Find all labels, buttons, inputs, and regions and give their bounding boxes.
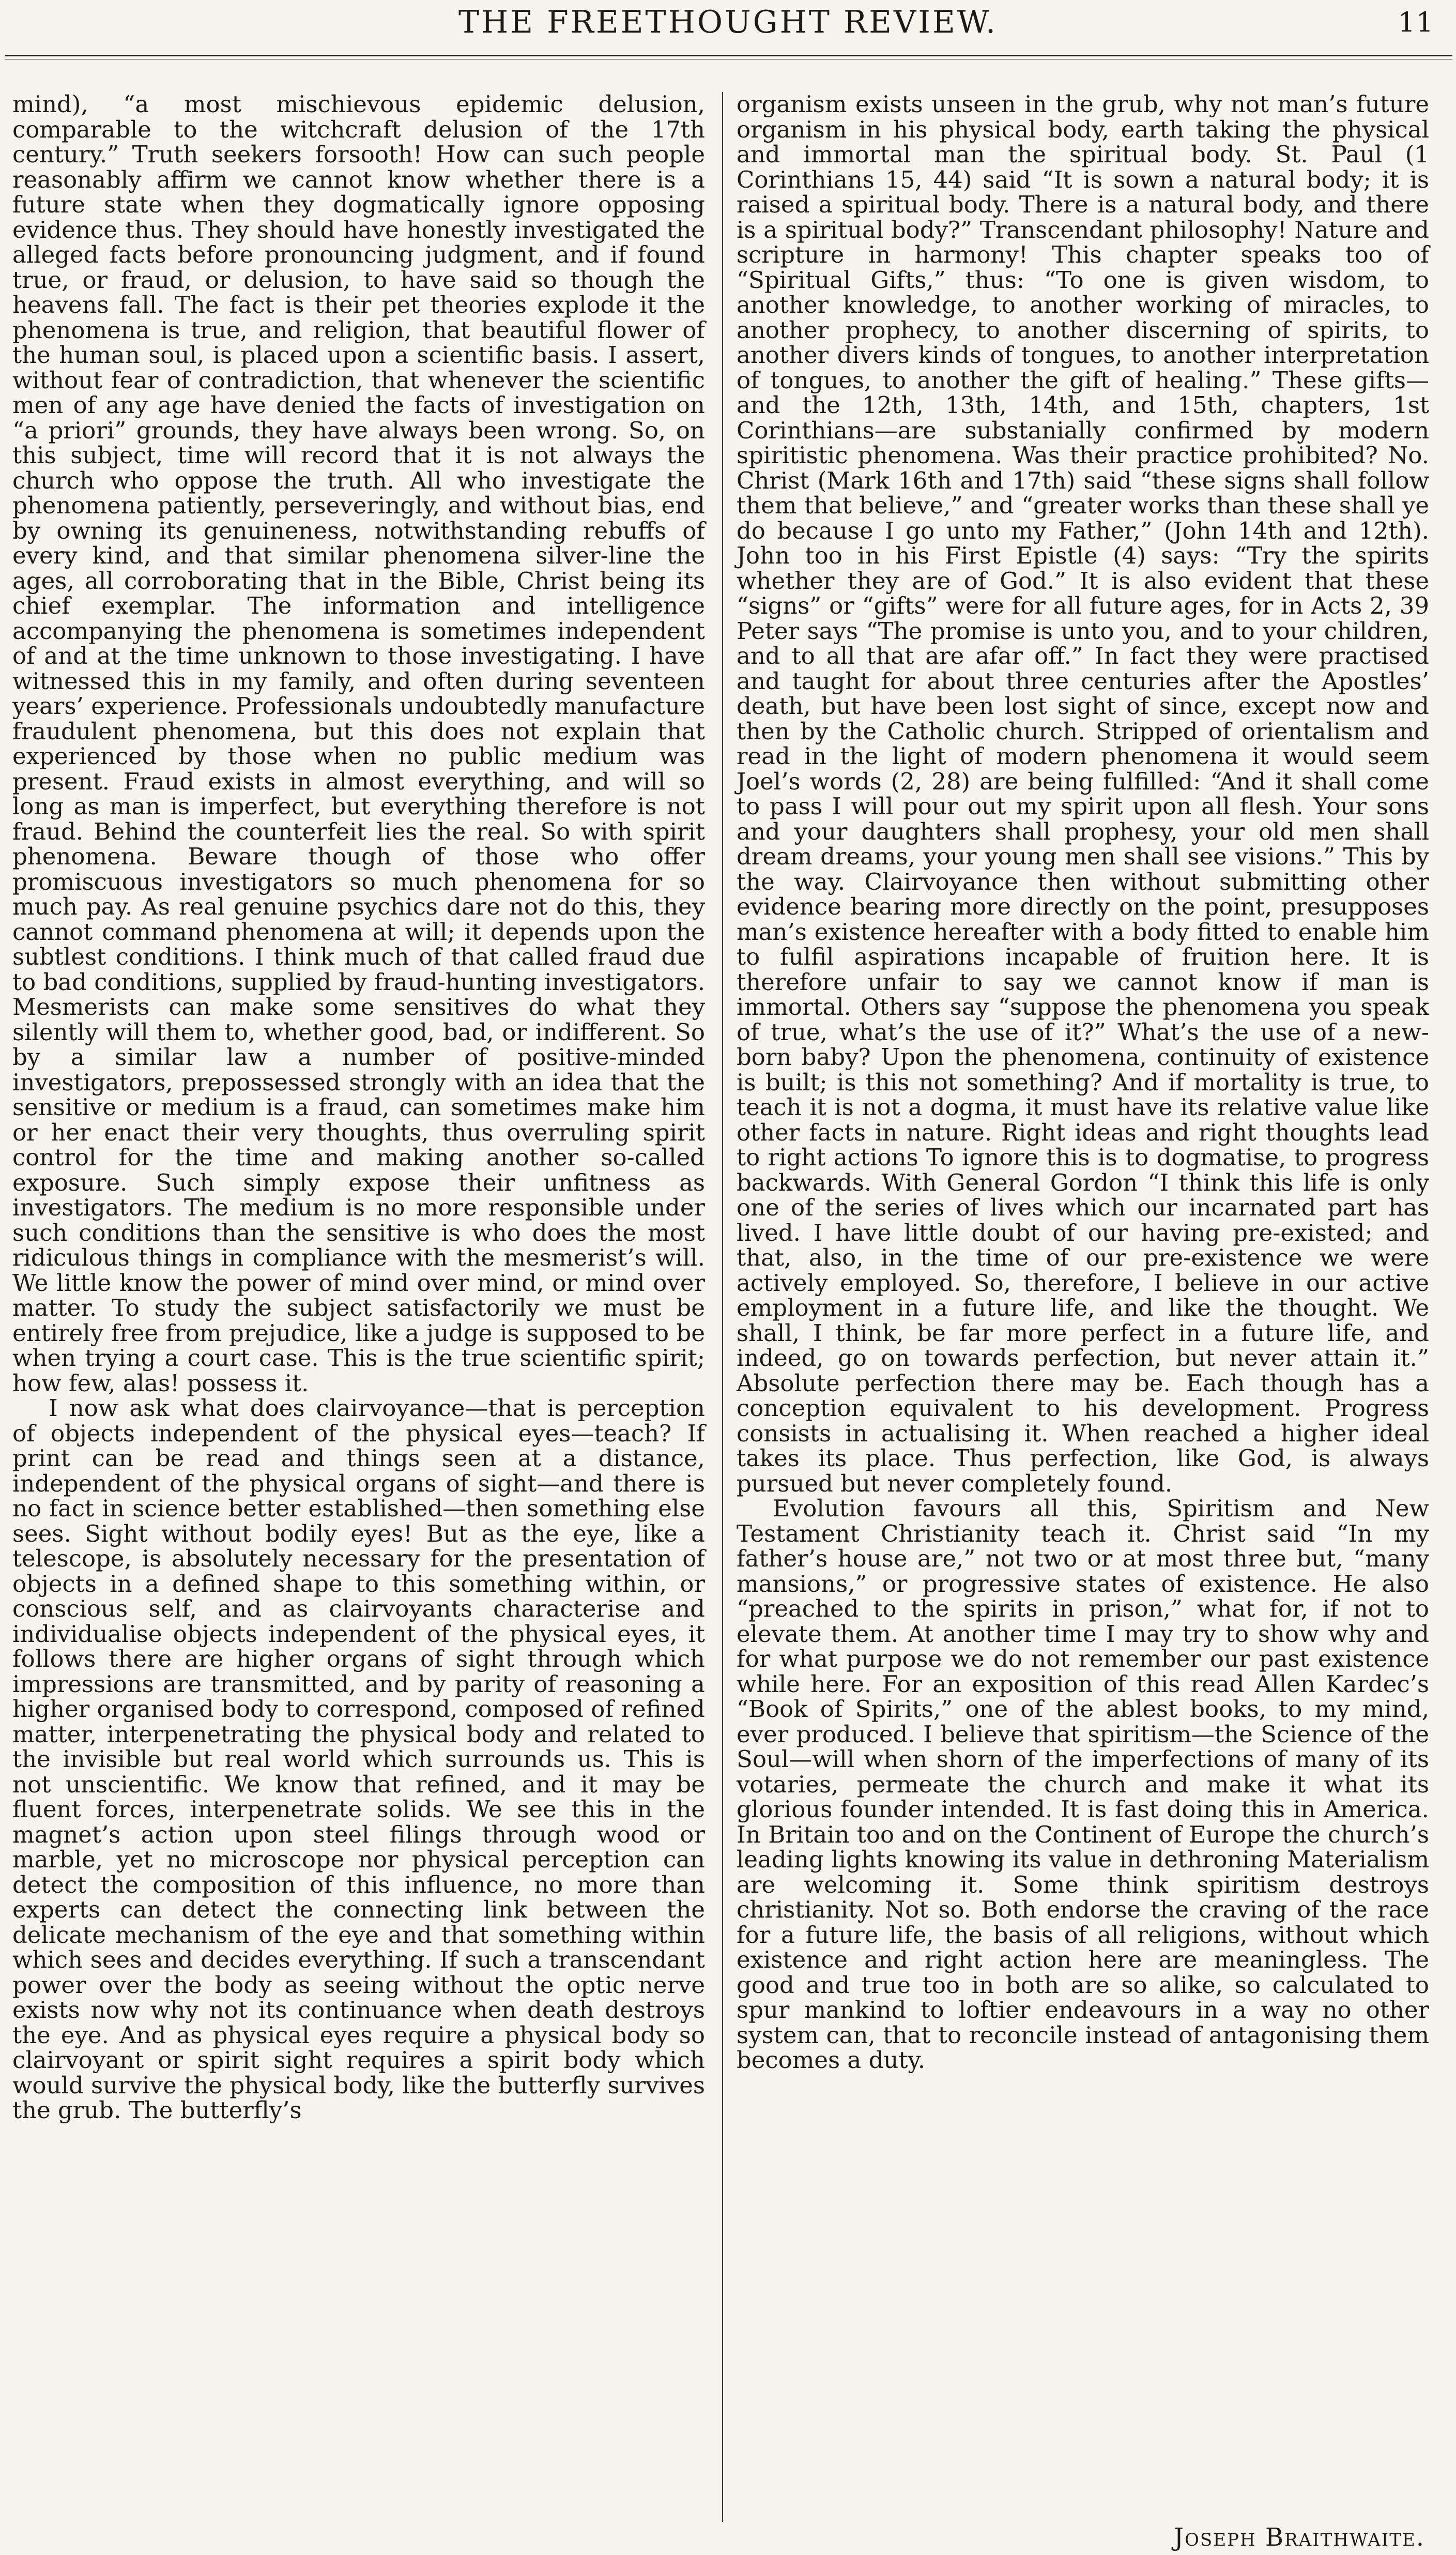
page-number: 11 — [1398, 7, 1434, 38]
right-paragraph-2: Evolution favours all this, Spiritism and New Testament Christianity teach it. Christ said “In my father’s house are,” not two or at most three but, “many mansions,” or progressive states of existence. He also “preached to the spirits in prison,” what for, if not to elevate them. At another time I may try to show why and for what purpose we do not remember our past existence while here. For an exposition of this read Allen Kardec’s “Book of Spirits,” one of the ablest books, to my mind, ever produced. I believe that spiritism—the Science of the Soul—will when shorn of the imperfections of many of its votaries, permeate the church and make it what its glorious founder intended. It is fast doing this in America. In Britain too and on the Continent of Europe the church’s leading lights knowing its value in dethroning Materialism are welcoming it. Some think spiritism destroys christianity. Not so. Both endorse the craving of the race for a future life, the basis of all religions, without which existence and right action here are meaningless. The good and true too in both are so alike, so calculated to spur mankind to loftier endeavours in a way no other system can, that to reconcile instead of antagonising them becomes a duty. — [737, 1495, 1429, 2074]
header-rule — [5, 55, 1452, 59]
author-signature: Joseph Braithwaite. — [1173, 2523, 1425, 2552]
left-paragraph-1: mind), “a most mischievous epidemic delusion, comparable to the witchcraft delusion of the 17th century.” Truth seekers forsooth! How can such people reasonably affirm we cannot know whether there is a future state when they dogmatically ignore opposing evidence thus. They should have honestly investigated the alleged facts before pronouncing judgment, and if found true, or fraud, or delusion, to have said so though the heavens fall. The fact is their pet theories explode it the phenomena is true, and religion, that beautiful flower of the human soul, is placed upon a scientific basis. I assert, without fear of contradiction, that whenever the scientific men of any age have denied the facts of investigation on “a priori” grounds, they have always been wrong. So, on this subject, time will record that it is not always the church who oppose the truth. All who investigate the phenomena patiently, perseveringly, and without bias, end by owning its genuineness, notwithstanding rebuffs of every kind, and that similar phenomena silver-line the ages, all corroborating that in the Bible, Christ being its chief exemplar. The information and intelligence accompanying the phenomena is sometimes independent of and at the time unknown to those investigating. I have witnessed this in my family, and often during seventeen years’ experience. Professionals undoubtedly manufacture fraudulent phenomena, but this does not explain that experienced by those when no public medium was present. Fraud exists in almost everything, and will so long as man is imperfect, but everything therefore is not fraud. Behind the counterfeit lies the real. So with spirit phenomena. Beware though of those who offer promiscuous investigators so much phenomena for so much pay. As real genuine psychics dare not do this, they cannot command phenomena at will; it depends upon the subtlest conditions. I think much of that called fraud due to bad conditions, supplied by fraud-hunting investigators. Mesmerists can make some sensitives do what they silently will them to, whether good, bad, or indifferent. So by a similar law a number of positive-minded investigators, prepossessed strongly with an idea that the sensitive or medium is a fraud, can sometimes make him or her enact their very thoughts, thus overruling spirit control for the time and making another so-called exposure. Such simply expose their unfitness as investigators. The medium is no more responsible under such conditions than the sensitive is who does the most ridiculous things in compliance with the mesmerist’s will. We little know the power of mind over mind, or mind over matter. To study the subject satisfactorily we must be entirely free from prejudice, like a judge is supposed to be when trying a court case. This is the true scientific spirit; how few, alas! possess it. — [12, 90, 705, 1397]
publication-title: THE FREETHOUGHT REVIEW. — [458, 4, 998, 40]
column-divider — [722, 92, 723, 2522]
left-paragraph-2: I now ask what does clairvoyance—that is perception of objects independent of the physical eyes—teach? If print can be read and things seen at a distance, independent of the physical organs of sight—and there is no fact in science better established—then something else sees. Sight without bodily eyes! But as the eye, like a telescope, is absolutely necessary for the presentation of objects in a defined shape to this something within, or conscious self, and as clairvoyants characterise and individualise objects independent of the physical eyes, it follows there are higher organs of sight through which impressions are transmitted, and by parity of reasoning a higher organised body to correspond, composed of refined matter, interpenetrating the physical body and related to the invisible but real world which surrounds us. This is not unscientific. We know that refined, and it may be fluent forces, interpenetrate solids. We see this in the magnet’s action upon steel filings through wood or marble, yet no microscope nor physical perception can detect the composition of this influence, no more than experts can detect the connecting link between the delicate mechanism of the eye and that something within which sees and decides everything. If such a transcendant power over the body as seeing without the optic nerve exists now why not its continuance when death destroys the eye. And as physical eyes require a physical body so clairvoyant or spirit sight requires a spirit body which would survive the physical body, like the butterfly survives the grub. The butterfly’s — [12, 1394, 705, 2124]
left-column — [12, 92, 705, 2553]
right-paragraph-1: organism exists unseen in the grub, why not man’s future organism in his physical body, earth taking the physical and immortal man the spiritual body. St. Paul (1 Corinthians 15, 44) said “It is sown a natural body; it is raised a spiritual body. There is a natural body, and there is a spiritual body?” Transcendant philosophy! Nature and scripture in harmony! This chapter speaks too of “Spiritual Gifts,” thus: “To one is given wisdom, to another knowledge, to another working of miracles, to another prophecy, to another discerning of spirits, to another divers kinds of tongues, to another interpretation of tongues, to another the gift of healing.” These gifts—and the 12th, 13th, 14th, and 15th, chapters, 1st Corinthians—are substanially confirmed by modern spiritistic phenomena. Was their practice prohibited? No. Christ (Mark 16th and 17th) said “these signs shall follow them that believe,” and “greater works than these shall ye do because I go unto my Father,” (John 14th and 12th). John too in his First Epistle (4) says: “Try the spirits whether they are of God.” It is also evident that these “signs” or “gifts” were for all future ages, for in Acts 2, 39 Peter says “The promise is unto you, and to your children, and to all that are afar off.” In fact they were practised and taught for about three centuries after the Apostles’ death, but have been lost sight of since, except now and then by the Catholic church. Stripped of orientalism and read in the light of modern phenomena it would seem Joel’s words (2, 28) are being fulfilled: “And it shall come to pass I will pour out my spirit upon all flesh. Your sons and your daughters shall prophesy, your old men shall dream dreams, your young men shall see visions.” This by the way. Clairvoyance then without submitting other evidence bearing more directly on the point, presupposes man’s existence hereafter with a body fitted to enable him to fulfil aspirations incapable of fruition here. It is therefore unfair to say we cannot know if man is immortal. Others say “suppose the phenomena you speak of true, what’s the use of it?” What’s the use of a new-born baby? Upon the phenomena, continuity of existence is built; is this not something? And if mortality is true, to teach it is not a dogma, it must have its relative value like other facts in nature. Right ideas and right thoughts lead to right actions To ignore this is to dogmatise, to progress backwards. With General Gordon “I think this life is only one of the series of lives which our incarnated part has lived. I have little doubt of our having pre-existed; and that, also, in the time of our pre-existence we were actively employed. So, therefore, I believe in our active employment in a future life, and like the thought. We shall, I think, be far more perfect in a future life, and indeed, go on towards perfection, but never attain it.” Absolute perfection there may be. Each though has a conception equivalent to his development. Progress consists in actualising it. When reached a higher ideal takes its place. Thus perfection, like God, is always pursued but never completely found. — [737, 90, 1429, 1497]
right-column — [737, 92, 1429, 2553]
page-header — [0, 0, 1456, 50]
